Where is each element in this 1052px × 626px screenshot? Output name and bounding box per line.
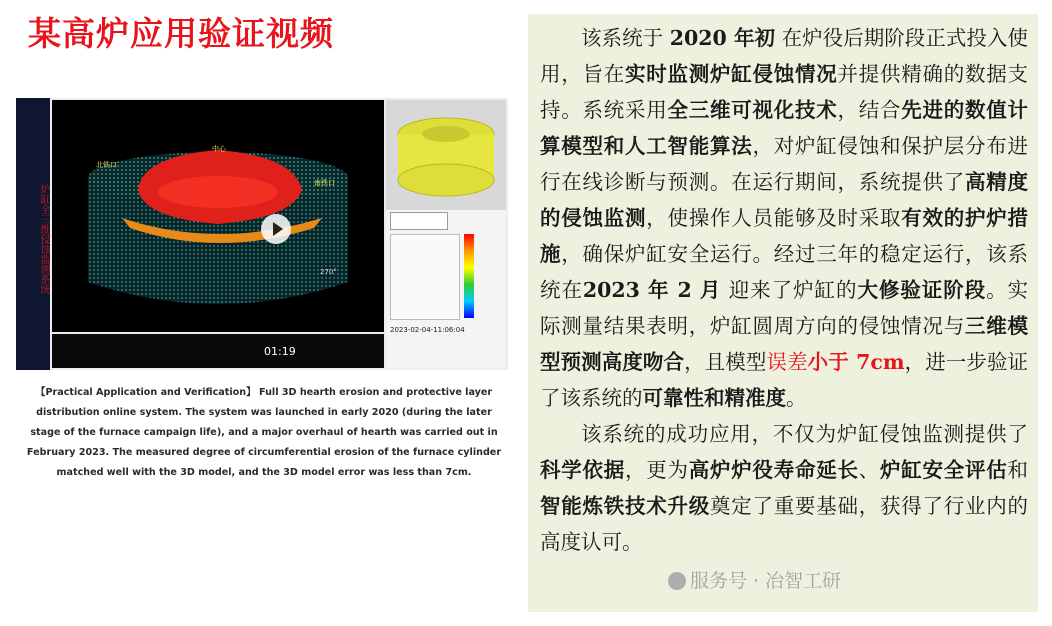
- timestamp: 2023-02-04-11:06:04: [390, 326, 465, 334]
- hearth-3d-model: [52, 100, 384, 332]
- view-options[interactable]: [390, 234, 460, 320]
- caption-text: Full 3D hearth erosion and protective layer distribution online system. The system was launched in early 2020 (during the later stage of the furnace campaign life), and a major overhaul of hearth was carried out in February 2023. The measured degree of circumferential erosion of the furnace cylinder matched well with the 3D model, and the 3D model error was less than 7cm.: [26, 387, 502, 478]
- play-icon[interactable]: [261, 214, 291, 244]
- paragraph-1: 该系统于 2020 年初 在炉役后期阶段正式投入使用，旨在实时监测炉缸侵蚀情况并提供精确的数据支持。系统采用全三维可视化技术，结合先进的数值计算模型和人工智能算法，对炉缸侵蚀和保护层分布进行在线诊断与预测。在运行期间，系统提供了高精度的侵蚀监测，使操作人员能够及时采取有效的护炉措施，确保炉缸安全运行。经过三年的稳定运行，该系统在2023 年 2 月 迎来了炉缸的大修验证阶段。实际测量结果表明，炉缸圆周方向的侵蚀情况与三维模型预测高度吻合，且模型误差小于 7cm，进一步验证了该系统的可靠性和精准度。: [540, 26, 1029, 410]
- status-readout-bar: [52, 334, 384, 368]
- system-name-sidebar: 炉缸全三维侵蚀监测系统: [16, 98, 50, 370]
- hearth-wireframe-thumbnail: [386, 100, 506, 210]
- description-textbox: [528, 14, 1038, 612]
- watermark-text: 服务号 · 冶智工研: [690, 570, 842, 592]
- logo-box: [390, 212, 448, 230]
- control-panel: [386, 100, 506, 368]
- watermark: [668, 566, 841, 593]
- video-duration: 01:19: [264, 345, 296, 358]
- page-title: 某高炉应用验证视频: [28, 14, 334, 53]
- caption-lead: 【Practical Application and Verification】: [35, 387, 256, 398]
- color-legend: [464, 234, 474, 318]
- label-north-taphole: 北铁口: [96, 161, 117, 169]
- video-player[interactable]: [16, 98, 508, 370]
- wechat-icon: [668, 572, 686, 590]
- label-center: 中心: [212, 145, 226, 153]
- image-caption: [22, 383, 506, 483]
- label-angle: 270°: [320, 268, 337, 276]
- label-south-taphole: 南铁口: [314, 179, 335, 187]
- hearth-3d-viewport[interactable]: [52, 100, 384, 332]
- paragraph-2: 该系统的成功应用，不仅为炉缸侵蚀监测提供了科学依据，更为高炉炉役寿命延长、炉缸安全评估和智能炼铁技术升级奠定了重要基础，获得了行业内的高度认可。: [540, 422, 1028, 554]
